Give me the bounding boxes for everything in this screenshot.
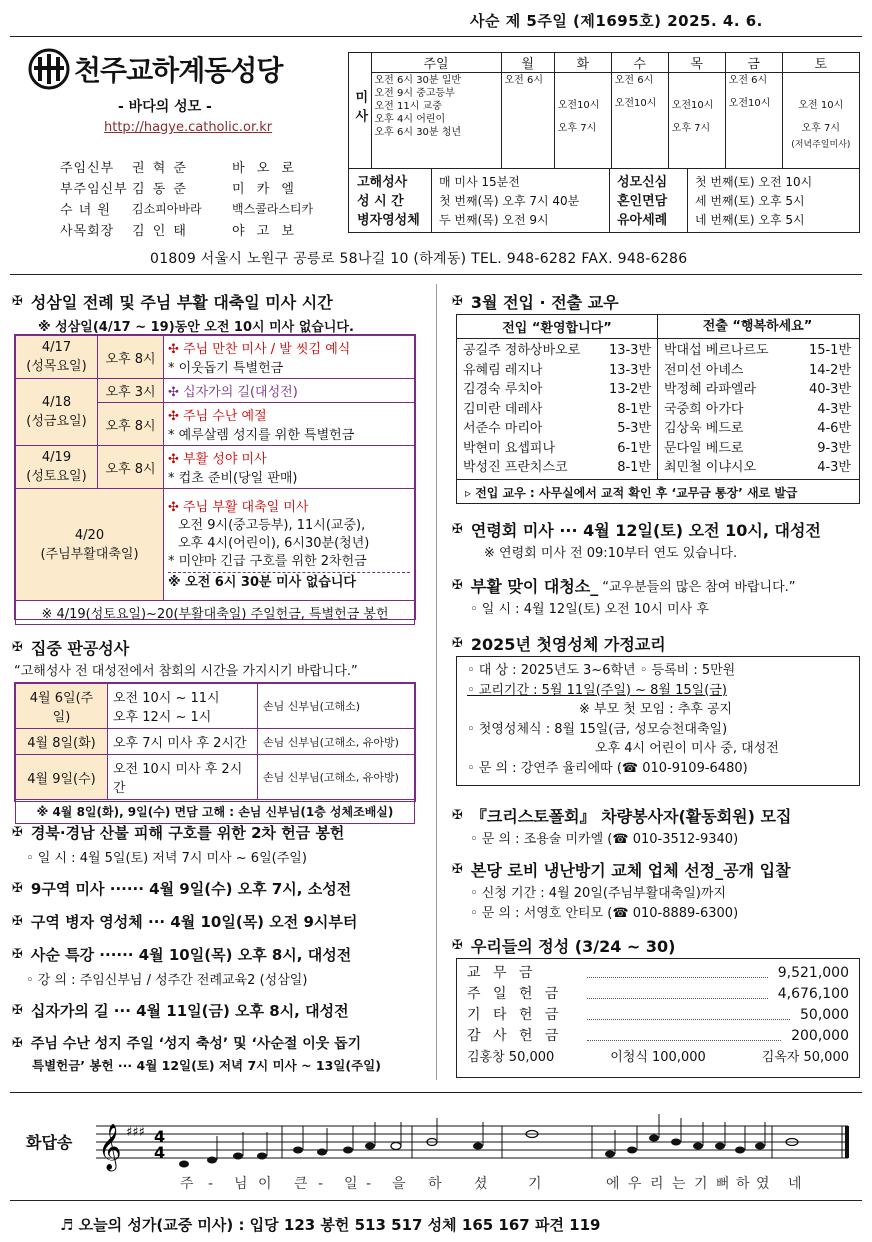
- thursday-masses: [668, 73, 725, 169]
- communion-title: 2025년 첫영성체 가정교리: [470, 635, 666, 654]
- member-district: 14-2반: [808, 362, 851, 378]
- member-district: 4-6반: [817, 421, 851, 436]
- memorial-heading: [452, 518, 821, 541]
- confession-title: 집중 판공성사: [30, 639, 130, 658]
- time-line: 오전 10시 ~ 11시: [113, 691, 220, 706]
- list-item: [463, 400, 651, 420]
- staff-name: 김 동 준: [132, 182, 188, 197]
- staff-name: 권 혁 준: [132, 161, 188, 176]
- transfers-in-header: 전입 “환영합니다”: [502, 321, 612, 336]
- member-name: 김경숙 루치아: [463, 382, 543, 397]
- wednesday-masses: [611, 73, 668, 169]
- member-name: 최민철 이냐시오: [664, 460, 757, 475]
- cleaning-title: 부활 맞이 대청소_: [470, 577, 599, 596]
- address-divider: [10, 274, 862, 275]
- parish-emblem-icon: [28, 48, 70, 90]
- mass-time: 오전 6시: [728, 75, 768, 86]
- staff-name: 김소피아바라: [132, 202, 202, 216]
- heating-detail: ◦ 문 의 : 서영호 안티모 (☎ 010-8889-6300): [470, 906, 739, 921]
- offering-amount: 200,000: [791, 1028, 849, 1044]
- mass-time: 오전10시: [671, 100, 714, 111]
- event-note: * 미얀마 긴급 구호를 위한 2차헌금: [168, 553, 367, 569]
- cross-bullet-icon: ✠: [12, 825, 23, 840]
- triduum-title: 성삼일 전례 및 주님 부활 대축일 미사 시간: [30, 293, 333, 312]
- lyric-syllable: -: [208, 1176, 214, 1192]
- offering-row: [467, 963, 849, 984]
- lyric-syllable: 네: [788, 1176, 802, 1192]
- confession-time: 오후 7시 미사 후 2시간: [108, 729, 258, 755]
- list-item: [463, 419, 651, 439]
- column-divider: [436, 284, 437, 1080]
- staff-baptismal: 미 카 엘: [232, 182, 298, 197]
- cross-bullet-icon: ✠: [452, 294, 463, 309]
- day-name: (주님부활대축일): [40, 546, 139, 562]
- sacrament-labels-right: [617, 173, 667, 230]
- list-item: [463, 439, 651, 459]
- sacrament-value: 첫 번째(토) 오전 10시: [695, 175, 813, 189]
- christopher-title: 『크리스토폴회』 차량봉사자(활동회원) 모집: [470, 807, 792, 826]
- transfers-heading: [452, 290, 619, 313]
- offering-row: [467, 1026, 849, 1047]
- member-name: 박대섭 베르나르도: [664, 343, 769, 358]
- mass-time: 오전 9시 중고등부: [374, 88, 455, 99]
- member-name: 국중희 아가다: [664, 401, 744, 417]
- time-signature: 4: [154, 1127, 166, 1146]
- day-header: 토: [782, 53, 859, 73]
- cross-bullet-icon: ✠: [12, 640, 23, 655]
- event-note: ※ 오전 6시 30분 미사 없습니다: [168, 572, 410, 592]
- donor-row: [467, 1047, 849, 1068]
- mass-time: 오전 6시 30분 일반: [374, 75, 462, 86]
- lyric-syllable: 큰: [294, 1176, 308, 1192]
- lyric-syllable: 우: [628, 1176, 642, 1192]
- offerings-box: [456, 958, 860, 1078]
- notice-title: 9구역 미사 ······ 4월 9일(수) 오후 7시, 소성전: [30, 880, 352, 898]
- edition-info: 사순 제 5주일 (제1695호) 2025. 4. 6.: [470, 12, 763, 30]
- lyric-syllable: 하: [736, 1176, 750, 1192]
- sacrament-value: 첫 번째(목) 오후 7시 40분: [439, 194, 580, 208]
- psalm-score: [92, 1106, 858, 1196]
- staff-baptismal: 바 오 로: [232, 161, 298, 176]
- lyric-syllable: -: [366, 1176, 372, 1192]
- day-header: 수: [611, 53, 668, 73]
- day-header: 금: [725, 53, 782, 73]
- cross-bullet-icon: ✠: [452, 636, 463, 651]
- parish-name: 천주교하계동성당: [74, 54, 283, 87]
- sacrament-value: 세 번째(토) 오후 5시: [695, 194, 805, 208]
- list-item: [463, 458, 651, 478]
- confession-time: [108, 684, 258, 729]
- member-name: 유혜림 레지나: [463, 362, 543, 378]
- lyric-syllable: 을: [392, 1176, 406, 1192]
- mass-time: 오전10시: [728, 98, 771, 109]
- member-district: 8-1반: [617, 460, 651, 475]
- notice-title: 주님 수난 성지 주일 ‘성지 축성’ 및 ‘사순절 이웃 돕기: [30, 1036, 362, 1052]
- member-name: 김상욱 베드로: [664, 421, 744, 436]
- triduum-event: [164, 446, 415, 489]
- notice-title: 경북·경남 산불 피해 구호를 위한 2차 헌금 봉헌: [30, 824, 345, 842]
- notices-left: [12, 822, 428, 1074]
- sacrament-label: 유아세례: [617, 213, 668, 228]
- member-district: 8-1반: [617, 401, 651, 417]
- cross-bullet-icon: ✠: [452, 578, 463, 593]
- notice-heading: [12, 944, 428, 965]
- member-name: 박정혜 라파엘라: [664, 382, 757, 397]
- list-item: [664, 439, 851, 459]
- triduum-time: 오후 3시: [98, 379, 164, 403]
- tuesday-masses: [554, 73, 611, 169]
- notice-heading: [12, 1000, 428, 1021]
- heating-title: 본당 로비 냉난방기 교체 업체 선정_공개 입찰: [470, 861, 791, 880]
- mass-time: 오전 6시: [614, 75, 654, 86]
- triduum-day: [16, 489, 164, 601]
- triduum-day: [16, 379, 98, 446]
- lyric-syllable: 에: [606, 1176, 620, 1192]
- event-title: ✣ 십자가의 길(대성전): [164, 379, 415, 403]
- transfers-title: 3월 전입 · 전출 교우: [470, 293, 619, 312]
- confession-date: 4월 8일(화): [16, 729, 108, 755]
- lyric-syllable: 하: [428, 1176, 442, 1192]
- lyric-syllable: 님: [234, 1176, 248, 1192]
- notice-title: 십자가의 길 ··· 4월 11일(금) 오후 8시, 대성전: [30, 1002, 349, 1020]
- triduum-note: ※ 성삼일(4/17 ~ 19)동안 오전 10시 미사 없습니다.: [38, 320, 354, 335]
- time-signature: 4: [154, 1143, 166, 1162]
- transfers-footer: ▹ 전입 교우 : 사무실에서 교적 확인 후 ‘교무금 통장’ 새로 발급: [457, 479, 859, 503]
- sacrament-label: 고해성사: [357, 175, 408, 190]
- communion-line: ◦ 첫영성체식 : 8월 15일(금, 성모승천대축일): [467, 721, 728, 737]
- member-district: 4-3반: [817, 401, 851, 417]
- staff-name: 김 인 태: [132, 224, 188, 239]
- mass-time: 오후 6시 30분 청년: [374, 127, 462, 138]
- sacrament-value: 네 번째(토) 오후 5시: [695, 213, 805, 227]
- lyric-syllable: -: [318, 1176, 324, 1192]
- communion-line: ◦ 대 상 : 2025년도 3~6학년 ◦ 등록비 : 5만원: [467, 663, 736, 678]
- sacrament-label: 성모신심: [617, 175, 668, 190]
- member-name: 서준수 마리아: [463, 421, 543, 436]
- communion-box: [456, 656, 860, 786]
- member-name: 박현미 요셉피나: [463, 440, 556, 456]
- confession-time: 오전 10시 미사 후 2시간: [108, 755, 258, 800]
- sacraments-box: [348, 169, 860, 233]
- mass-time: 오전 10시: [798, 100, 844, 111]
- notice-detail: 특별헌금’ 봉헌 ··· 4월 12일(토) 저녁 7시 미사 ~ 13일(주일): [32, 1058, 381, 1073]
- triduum-footer: ※ 4/19(성토요일)~20(부활대축일) 주일헌금, 특별헌금 봉헌: [16, 601, 415, 625]
- list-item: [463, 380, 651, 400]
- cross-bullet-icon: ✠: [12, 914, 23, 929]
- list-item: [664, 341, 851, 361]
- triduum-time: 오후 8시: [98, 446, 164, 489]
- offering-amount: 4,676,100: [777, 986, 849, 1002]
- member-district: 4-3반: [817, 460, 851, 475]
- list-item: [463, 341, 651, 361]
- notice-detail: ◦ 강 의 : 주임신부님 / 성주간 전례교육2 (성삼일): [26, 973, 308, 988]
- day-header: 목: [668, 53, 725, 73]
- transfers-header-row: [457, 315, 859, 339]
- transfers-out-list: [657, 339, 857, 480]
- member-name: 문다일 베드로: [664, 440, 744, 456]
- sacrament-value: 매 미사 15분전: [439, 175, 520, 189]
- communion-line: ◦ 교리기간 : 5월 11일(주일) ~ 8월 15일(금): [467, 682, 727, 698]
- cleaning-detail: ◦ 일 시 : 4월 12일(토) 오전 10시 미사 후: [470, 602, 709, 617]
- lyric-syllable: 일: [344, 1176, 358, 1192]
- parish-slogan: - 바다의 성모 -: [118, 99, 212, 115]
- staff-baptismal: 백스콜라스티카: [232, 202, 314, 216]
- sacrament-label: 성 시 간: [357, 194, 404, 209]
- event-title: ✣ 부활 성야 미사: [168, 452, 267, 467]
- member-name: 김미란 데레사: [463, 401, 543, 417]
- lyric-syllable: 이: [258, 1176, 272, 1192]
- list-item: [664, 419, 851, 439]
- day-header: 주일: [371, 53, 501, 73]
- event-title: ✣ 주님 수난 예절: [168, 409, 267, 424]
- member-district: 13-3반: [608, 362, 651, 378]
- psalm-label: 화답송: [26, 1133, 73, 1152]
- member-district: 40-3반: [808, 382, 851, 397]
- sacrament-labels-left: [357, 173, 432, 230]
- transfers-in-list: [457, 339, 657, 480]
- notice-heading: [12, 822, 428, 843]
- staff-role: 사목회장: [60, 224, 115, 239]
- key-signature-icon: ♯♯♯: [126, 1125, 145, 1140]
- day-date: 4/20: [74, 527, 105, 543]
- notice-heading: [12, 878, 428, 899]
- cross-bullet-icon: ✠: [452, 522, 463, 537]
- lyric-syllable: 셨: [474, 1176, 488, 1192]
- top-divider: [10, 36, 862, 37]
- memorial-title: 연령회 미사 ··· 4월 12일(토) 오전 10시, 대성전: [470, 521, 821, 540]
- confession-heading: [12, 636, 129, 659]
- confession-schedule: [14, 682, 416, 819]
- event-title: ✣ 주님 만찬 미사 / 발 씻김 예식: [168, 342, 351, 357]
- music-top-divider: [10, 1092, 862, 1093]
- sacrament-label: 혼인면담: [617, 194, 668, 209]
- offering-row: [467, 984, 849, 1005]
- notice-detail: ◦ 일 시 : 4월 5일(토) 저녁 7시 미사 ~ 6일(주일): [26, 851, 307, 866]
- list-item: [664, 361, 851, 381]
- triduum-event: [164, 403, 415, 446]
- mass-time: 오후 7시: [557, 123, 597, 134]
- christopher-detail: ◦ 문 의 : 조용술 미카엘 (☎ 010-3512-9340): [470, 832, 739, 847]
- staff-role: 수 녀 원: [60, 203, 111, 218]
- day-date: 4/19: [41, 450, 72, 465]
- cross-bullet-icon: ✠: [12, 294, 23, 309]
- confession-priest: 손님 신부님(고해소, 유아방): [258, 729, 415, 755]
- sacrament-values-right: [695, 173, 812, 230]
- staff-role: 부주임신부: [60, 182, 128, 197]
- confession-date: 4월 6일(주일): [16, 684, 108, 729]
- confession-date: 4월 9일(수): [16, 755, 108, 800]
- mass-schedule-table: [348, 52, 860, 169]
- cross-bullet-icon: ✠: [452, 808, 463, 823]
- offering-label: 기 타 헌 금: [467, 1007, 563, 1023]
- day-name: (성토요일): [26, 469, 87, 484]
- list-item: [664, 380, 851, 400]
- staff-role: 주임신부: [60, 161, 115, 176]
- offering-amount: 50,000: [800, 1007, 849, 1023]
- confession-priest: 손님 신부님(고해소, 유아방): [258, 755, 415, 800]
- lyric-syllable: 주: [180, 1176, 194, 1192]
- offerings-heading: [452, 934, 675, 957]
- parish-address: 01809 서울시 노원구 공릉로 58나길 10 (하계동) TEL. 948-6282 FAX. 948-6286: [150, 251, 688, 267]
- heating-detail: ◦ 신청 기간 : 4월 20일(주님부활대축일)까지: [470, 886, 727, 901]
- communion-line: ※ 부모 첫 모임 : 추후 공지: [579, 702, 733, 717]
- member-district: 15-1반: [808, 343, 851, 358]
- mass-side-label: 미사: [352, 90, 368, 128]
- event-times: 오전 9시(중고등부), 11시(교중),: [178, 517, 366, 533]
- member-name: 박성진 프란치스코: [463, 460, 568, 475]
- cross-bullet-icon: ✠: [452, 862, 463, 877]
- hymns-of-day: ♬ 오늘의 성가(교중 미사) : 입당 123 봉헌 513 517 성체 165 167 파견 119: [60, 1216, 601, 1234]
- day-date: 4/18: [41, 395, 72, 410]
- mass-time: 오전10시: [557, 100, 600, 111]
- donor: 김옥자 50,000: [761, 1050, 849, 1065]
- event-title: ✣ 주님 부활 대축일 미사: [168, 499, 309, 515]
- mass-time: 오전 11시 교중: [374, 101, 442, 112]
- notice-heading: [12, 911, 428, 932]
- offering-label: 주 일 헌 금: [467, 986, 563, 1002]
- parish-logo: [28, 48, 282, 90]
- mass-time: 오후 4시 어린이: [374, 114, 446, 125]
- triduum-day: [16, 446, 98, 489]
- parish-url[interactable]: http://hagye.catholic.or.kr: [104, 120, 273, 135]
- heating-heading: [452, 858, 791, 881]
- sunday-masses: [371, 73, 501, 169]
- event-note: * 이웃돕기 특별헌금: [168, 361, 284, 376]
- communion-line: 오후 4시 어린이 미사 중, 대성전: [595, 741, 779, 756]
- event-times: 오후 4시(어린이), 6시30분(청년): [178, 535, 370, 551]
- lyric-syllable: 기: [694, 1176, 708, 1192]
- lyric-syllable: 뻐: [716, 1176, 730, 1192]
- mass-note: (저녁주일미사): [791, 140, 851, 150]
- mass-time: 오후 7시: [671, 123, 711, 134]
- list-item: [664, 400, 851, 420]
- day-header: 화: [554, 53, 611, 73]
- cleaning-note: “교우분들의 많은 참여 바랍니다.”: [602, 580, 796, 595]
- treble-clef-icon: 𝄞: [98, 1124, 122, 1170]
- sacrament-value: 두 번째(목) 오전 9시: [439, 213, 549, 227]
- offering-amount: 9,521,000: [777, 965, 849, 981]
- lyric-syllable: 기: [528, 1176, 542, 1192]
- member-district: 13-2반: [608, 382, 651, 397]
- day-header: 월: [501, 53, 554, 73]
- staff-list: [60, 156, 330, 240]
- christopher-heading: [452, 804, 791, 827]
- event-note: * 컵초 준비(당일 판매): [168, 471, 298, 486]
- triduum-event: [164, 489, 415, 601]
- lyric-syllable: 리: [650, 1176, 664, 1192]
- offering-label: 교 무 금: [467, 965, 537, 981]
- member-district: 5-3반: [617, 421, 651, 436]
- day-name: (성금요일): [26, 414, 87, 429]
- communion-heading: [452, 632, 666, 655]
- triduum-time: 오후 8시: [98, 336, 164, 379]
- cross-bullet-icon: ✠: [12, 1003, 23, 1018]
- saturday-masses: [782, 73, 859, 169]
- offering-label: 감 사 헌 금: [467, 1028, 563, 1044]
- memorial-detail: ※ 연령회 미사 전 09:10부터 연도 있습니다.: [484, 546, 738, 561]
- offering-row: [467, 1005, 849, 1026]
- lyric-syllable: 였: [756, 1176, 770, 1192]
- cross-bullet-icon: ✠: [452, 938, 463, 953]
- sacrament-values-left: [439, 173, 599, 230]
- member-district: 6-1반: [617, 440, 651, 456]
- member-district: 9-3반: [817, 440, 851, 456]
- transfers-body: [457, 339, 859, 480]
- confession-note: “고해성사 전 대성전에서 참회의 시간을 가지시기 바랍니다.”: [14, 664, 358, 679]
- monday-masses: [501, 73, 554, 169]
- day-date: 4/17: [41, 340, 72, 355]
- sacrament-label: 병자영성체: [357, 213, 420, 228]
- cross-bullet-icon: ✠: [12, 1035, 23, 1051]
- triduum-schedule: [14, 334, 416, 620]
- mass-time: 오전10시: [614, 98, 657, 109]
- list-item: [463, 361, 651, 381]
- triduum-event: [164, 336, 415, 379]
- cleaning-heading: [452, 574, 796, 597]
- notice-title: 사순 특강 ······ 4월 10일(목) 오후 8시, 대성전: [30, 946, 352, 964]
- transfers-out-header: 전출 “행복하세요”: [657, 315, 857, 339]
- donor: 이청식 100,000: [610, 1050, 706, 1065]
- day-name: (성목요일): [26, 359, 87, 374]
- notice-heading: [12, 1033, 428, 1053]
- member-name: 전미선 아녜스: [664, 362, 744, 378]
- triduum-time: 오후 8시: [98, 403, 164, 446]
- cross-bullet-icon: ✠: [12, 947, 23, 962]
- mass-time: 오전 6시: [504, 75, 544, 86]
- music-bottom-divider: [10, 1200, 862, 1201]
- triduum-day: [16, 336, 98, 379]
- communion-line: ◦ 문 의 : 강연주 율리에따 (☎ 010-9109-6480): [467, 760, 748, 776]
- transfers-table: [456, 314, 860, 504]
- lyric-syllable: 는: [672, 1176, 686, 1192]
- notice-title: 구역 병자 영성체 ··· 4월 10일(목) 오전 9시부터: [30, 913, 358, 931]
- friday-masses: [725, 73, 782, 169]
- triduum-heading: [12, 290, 333, 313]
- member-name: 공길주 정하상바오로: [463, 343, 581, 358]
- member-district: 13-3반: [608, 343, 651, 358]
- mass-time: 오후 7시: [801, 123, 841, 134]
- confession-footer: ※ 4월 8일(화), 9일(수) 면담 고해 : 손님 신부님(1층 성체조배실): [16, 800, 415, 824]
- staff-baptismal: 야 고 보: [232, 224, 298, 239]
- offerings-title: 우리들의 정성 (3/24 ~ 30): [470, 937, 676, 956]
- confession-priest: 손님 신부님(고해소): [258, 684, 415, 729]
- cross-bullet-icon: ✠: [12, 881, 23, 896]
- time-line: 오후 12시 ~ 1시: [113, 710, 212, 725]
- list-item: [664, 458, 851, 478]
- donor: 김홍창 50,000: [467, 1050, 555, 1065]
- event-note: * 예루살렘 성지를 위한 특별헌금: [168, 428, 355, 443]
